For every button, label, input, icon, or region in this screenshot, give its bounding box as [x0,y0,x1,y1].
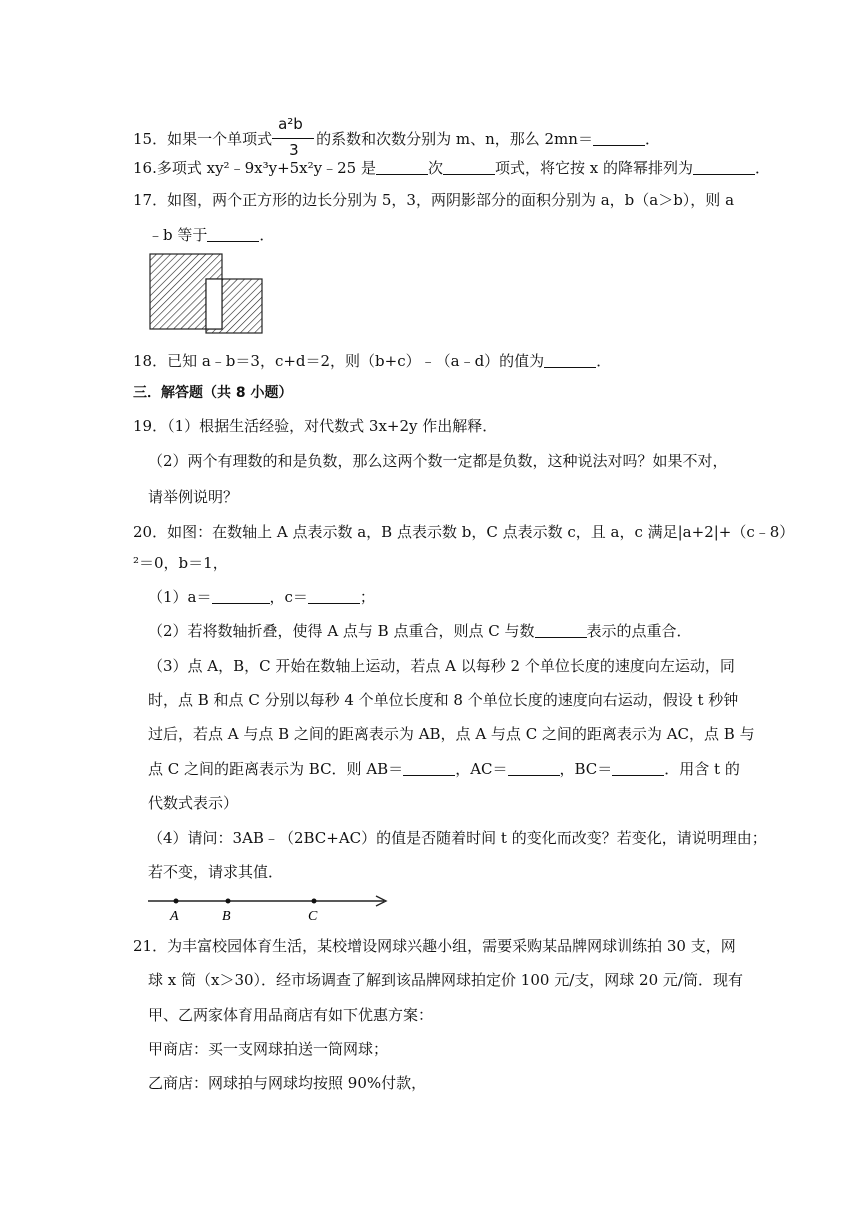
question-20-part-4-line-2: 若不变，请求其值． [148,863,284,881]
question-16: 16.多项式 xy²﹣9x³y+5x²y﹣25 是 次 项式，将它按 x 的降幂排列为 ． [133,159,771,177]
q20-fold-blank[interactable] [535,623,587,638]
q15-answer-blank[interactable] [593,131,645,146]
q16-order-blank[interactable] [693,160,755,175]
q20-a-blank[interactable] [212,589,270,604]
question-20-line-2: ²＝0，b＝1， [133,554,228,572]
point-b-dot [226,899,231,904]
question-20-line-1: 20．如图：在数轴上 A 点表示数 a，B 点表示数 b，C 点表示数 c，且 a，c 满足|a+2|+（c﹣8） [133,523,795,541]
question-20-part-3-line-2: 时，点 B 和点 C 分别以每秒 4 个单位长度和 8 个单位长度的速度向右运动，假设 t 秒钟 [148,691,739,709]
question-20-part-4-line-1: （4）请问：3AB﹣（2BC+AC）的值是否随着时间 t 的变化而改变？若变化，请说明理由； [148,829,767,847]
question-20-part-3-line-1: （3）点 A，B，C 开始在数轴上运动，若点 A 以每秒 2 个单位长度的速度向左运动，同 [148,657,735,675]
question-18: 18．已知 a﹣b＝3，c+d＝2，则（b+c）﹣（a﹣d）的值为 ． [133,352,612,370]
q16-terms-blank[interactable] [443,160,495,175]
q18-answer-blank[interactable] [544,353,596,368]
question-21-line-3: 甲、乙两家体育用品商店有如下优惠方案： [148,1006,434,1024]
question-20-part-2: （2）若将数轴折叠，使得 A 点与 B 点重合，则点 C 与数 表示的点重合． [148,622,692,640]
q15-number: 15．如果一个单项式 [133,130,273,148]
question-21-line-1: 21．为丰富校园体育生活，某校增设网球兴趣小组，需要采购某品牌网球训练拍 30 支，网 [133,937,736,955]
q20-ac-blank[interactable] [508,761,560,776]
question-21-line-4: 甲商店：买一支网球拍送一筒网球； [148,1040,389,1058]
overlap-region [206,279,222,329]
question-20-part-3-line-4: 点 C 之间的距离表示为 BC．则 AB＝ ，AC＝ ，BC＝ ．用含 t 的 [148,760,740,778]
question-20-part-3-line-3: 过后，若点 A 与点 B 之间的距离表示为 AB，点 A 与点 C 之间的距离表示为 AC，点 B 与 [148,725,755,743]
q20-c-blank[interactable] [308,589,360,604]
q16-degree-blank[interactable] [376,160,428,175]
question-21-line-2: 球 x 筒（x＞30）．经市场调查了解到该品牌网球拍定价 100 元/支，网球 20 元/筒．现有 [148,971,743,989]
point-b-label: B [222,909,231,924]
question-15: 15．如果一个单项式 $\frac{\text{a²b}}{3}$ 的系数和次数分别为 m、n，那么 2mn＝ ． [133,115,660,159]
question-17-line-1: 17．如图，两个正方形的边长分别为 5，3，两阴影部分的面积分别为 a，b（a＞b），则 a [133,191,735,209]
question-20-part-3-line-5: 代数式表示） [148,794,239,812]
point-c-label: C [308,909,318,924]
section-3-heading: 三．解答题（共 8 小题） [133,385,293,401]
q20-ab-blank[interactable] [403,761,455,776]
q15-fraction-denominator: 3 [289,141,299,159]
question-21-line-5: 乙商店：网球拍与网球均按照 90%付款， [148,1074,427,1092]
q17-answer-blank[interactable] [207,227,259,242]
q15-text: 的系数和次数分别为 m、n，那么 2mn＝ [316,130,593,148]
question-20-part-1: （1）a＝ ，c＝ ； [148,588,375,606]
question-19-line-3: 请举例说明？ [148,488,239,506]
q17-squares-figure [146,250,268,340]
point-a-label: A [170,909,179,924]
q15-fraction-numerator: a²b [278,115,303,133]
point-a-dot [174,899,179,904]
q20-bc-blank[interactable] [612,761,664,776]
point-c-dot [312,899,317,904]
number-line-figure [146,888,392,924]
question-19-line-1: 19．（1）根据生活经验，对代数式 3x+2y 作出解释． [133,417,498,435]
question-17-line-2: ﹣b 等于 ． [148,226,275,244]
q15-fraction [272,114,316,158]
question-19-line-2: （2）两个有理数的和是负数，那么这两个数一定都是负数，这种说法对吗？如果不对， [148,452,728,470]
